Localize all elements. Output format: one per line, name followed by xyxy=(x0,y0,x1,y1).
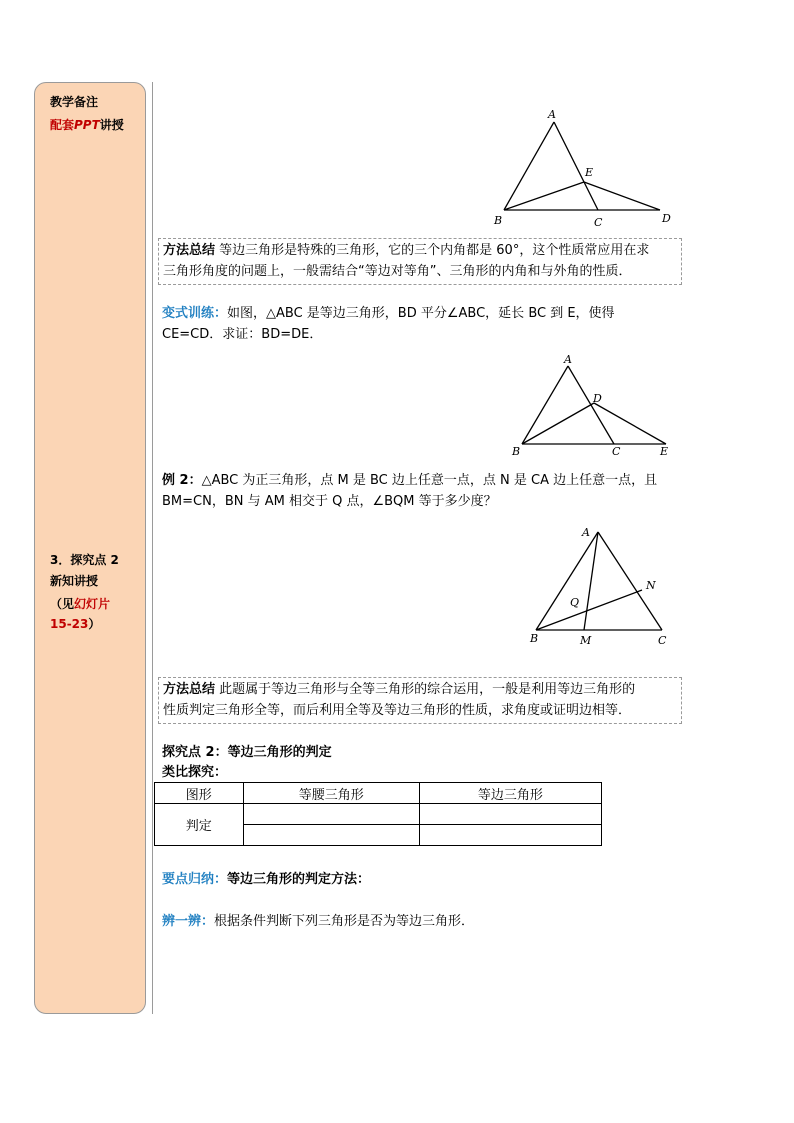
label-c: C xyxy=(594,216,603,229)
slide-range-line xyxy=(50,614,100,634)
explore-heading: 探究点 2：等边三角形的判定 xyxy=(162,745,332,760)
example-2 xyxy=(162,470,657,512)
ppt-note-suffix: 讲授 xyxy=(99,118,124,132)
ppt-note xyxy=(50,115,124,135)
table-header-figure: 图形 xyxy=(155,783,244,804)
slide-reference xyxy=(50,594,110,614)
slide-close: ） xyxy=(88,617,101,631)
discern-text: 根据条件判断下列三角形是否为等边三角形． xyxy=(214,914,475,929)
table-header-isosceles: 等腰三角形 xyxy=(243,783,419,804)
slide-range: 15-23 xyxy=(50,617,89,631)
table-cell xyxy=(243,825,419,846)
label-a: A xyxy=(564,353,572,366)
label-c: C xyxy=(612,445,621,458)
example2-line2: BM=CN，BN 与 AM 相交于 Q 点，∠BQM 等于多少度？ xyxy=(162,494,497,509)
label-m: M xyxy=(580,634,592,647)
teaching-notes-sidebar xyxy=(34,82,146,1014)
label-b: B xyxy=(530,632,539,645)
figure-triangle-abe xyxy=(508,350,678,460)
explore-sub: 类比探究： xyxy=(162,765,228,780)
example2-line1: △ABC 为正三角形，点 M 是 BC 边上任意一点，点 N 是 CA 边上任意一点，且 xyxy=(201,473,658,488)
figure-triangle-abd xyxy=(490,104,680,230)
table-cell xyxy=(419,825,601,846)
variant-line2: CE=CD．求证：BD=DE． xyxy=(162,327,323,342)
label-q: Q xyxy=(570,596,580,609)
variant-training xyxy=(162,303,615,345)
key-points-label: 要点归纳： xyxy=(162,872,228,887)
summary2-line2: 性质判定三角形全等，而后利用全等及等边三角形的性质，求角度或证明边相等． xyxy=(163,703,632,718)
variant-line1: 如图，△ABC 是等边三角形，BD 平分∠ABC，延长 BC 到 E，使得 xyxy=(227,306,615,321)
table-cell xyxy=(419,804,601,825)
summary2-label: 方法总结 xyxy=(163,682,216,697)
label-b: B xyxy=(512,445,521,458)
label-a: A xyxy=(582,526,590,539)
ppt-note-prefix: 配套 xyxy=(50,118,75,132)
key-points xyxy=(162,869,370,890)
label-d: D xyxy=(593,392,602,405)
label-a: A xyxy=(548,108,556,121)
variant-label: 变式训练： xyxy=(162,306,228,321)
table-header-equilateral: 等边三角形 xyxy=(419,783,601,804)
label-c: C xyxy=(658,634,667,647)
summary1-line2: 三角形角度的问题上，一般需结合“等边对等角”、三角形的内角和与外角的性质． xyxy=(163,264,632,279)
method-summary-2 xyxy=(158,677,682,724)
summary2-line1: 此题属于等边三角形与全等三角形的综合运用，一般是利用等边三角形的 xyxy=(215,682,636,697)
label-e: E xyxy=(660,445,669,458)
ppt-note-ppt: PPT xyxy=(74,118,100,132)
label-n: N xyxy=(646,579,656,592)
slide-open: （见 xyxy=(50,597,75,611)
section-title: 新知讲授 xyxy=(50,574,99,588)
sidebar-title: 教学备注 xyxy=(50,95,99,109)
figure-triangle-amn xyxy=(526,522,676,650)
section-number: 3．探究点 2 xyxy=(50,553,119,567)
summary1-label: 方法总结 xyxy=(163,243,216,258)
discern-label: 辨一辨： xyxy=(162,914,215,929)
slide-word: 幻灯片 xyxy=(74,597,111,611)
label-b: B xyxy=(494,214,503,227)
table-row-label: 判定 xyxy=(155,804,244,846)
table-cell xyxy=(243,804,419,825)
method-summary-1 xyxy=(158,238,682,285)
comparison-table xyxy=(154,782,602,846)
discern xyxy=(162,911,474,932)
column-divider xyxy=(152,82,153,1014)
label-e: E xyxy=(585,166,594,179)
key-points-text: 等边三角形的判定方法： xyxy=(227,872,371,887)
example2-label: 例 2： xyxy=(162,473,202,488)
label-d: D xyxy=(662,212,671,225)
summary1-line1: 等边三角形是特殊的三角形，它的三个内角都是 60°，这个性质常应用在求 xyxy=(215,243,650,258)
